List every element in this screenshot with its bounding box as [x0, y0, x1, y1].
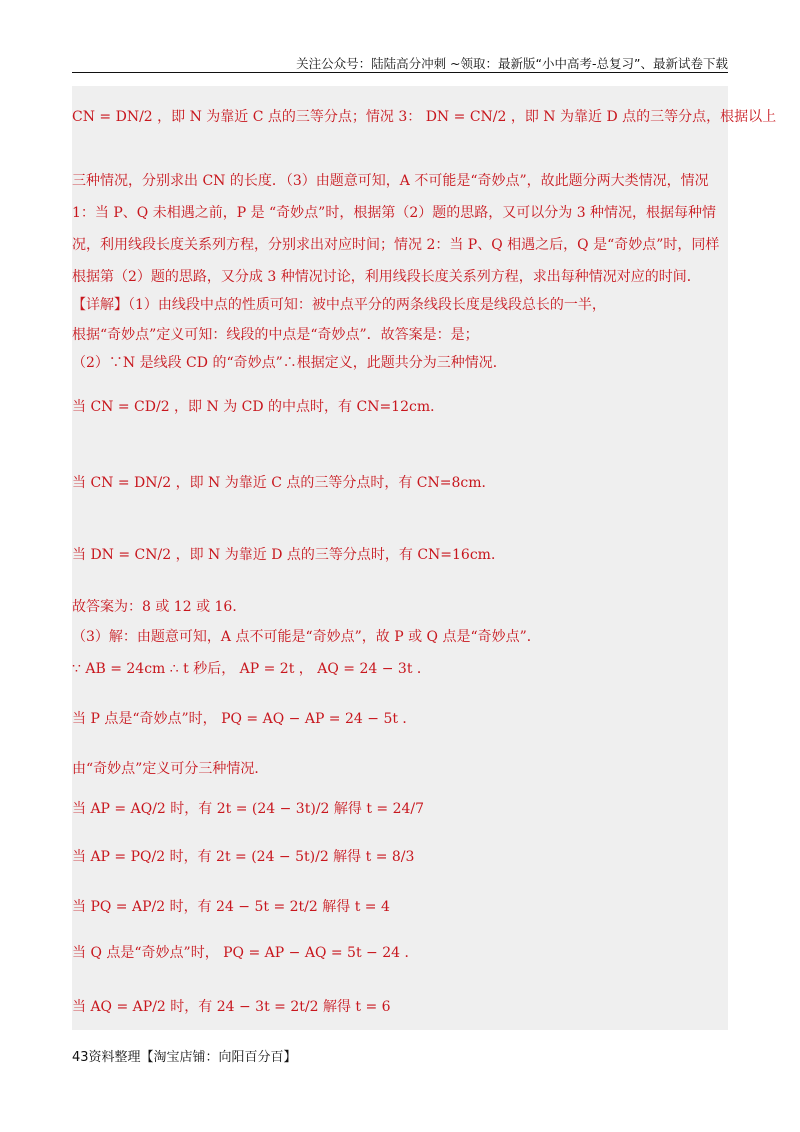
text-line: 1：当 P、Q 未相遇之前，P 是 “奇妙点”时，根据第（2）题的思路，又可以分为 3 种情况，根据每种情: [72, 205, 717, 221]
text-line: 根据第（2）题的思路，又分成 3 种情况讨论，利用线段长度关系列方程，求出每种情况对应的时间．: [72, 269, 701, 285]
text-line: 当 DN = CN/2 ，即 N 为靠近 D 点的三等分点时，有 CN=16cm．: [72, 547, 505, 563]
text-line: （2）∵N 是线段 CD 的“奇妙点”∴根据定义，此题共分为三种情况．: [72, 355, 507, 371]
page-header: 关注公众号：陆陆高分冲刺 ~领取：最新版“小中高考-总复习”、最新试卷下载: [296, 56, 728, 71]
text-line: ∵ AB = 24cm ∴ t 秒后， AP = 2t ， AQ = 24 − 3t ．: [72, 661, 431, 677]
text-line: 当 AP = PQ/2 时，有 2t = (24 − 5t)/2 解得 t = 8/3: [72, 849, 415, 865]
text-line: 当 AQ = AP/2 时，有 24 − 3t = 2t/2 解得 t = 6: [72, 999, 391, 1015]
solution-content: [72, 86, 777, 1030]
text-line: 故答案为：8 或 12 或 16．: [72, 599, 247, 615]
text-line: 【详解】（1）由线段中点的性质可知：被中点平分的两条线段长度是线段总长的一半，: [72, 297, 606, 313]
text-line: （3）解：由题意可知，A 点不可能是“奇妙点”，故 P 或 Q 点是“奇妙点”．: [72, 629, 541, 645]
text-line: 当 P 点是“奇妙点”时， PQ = AQ − AP = 24 − 5t ．: [72, 711, 417, 727]
text-line: 由“奇妙点”定义可分三种情况．: [72, 761, 269, 777]
text-line: 当 Q 点是“奇妙点”时， PQ = AP − AQ = 5t − 24 ．: [72, 945, 419, 961]
text-line: 根据“奇妙点”定义可知：线段的中点是“奇妙点”．故答案是：是；: [72, 327, 479, 343]
text-line: 当 PQ = AP/2 时，有 24 − 5t = 2t/2 解得 t = 4: [72, 899, 390, 915]
text-line: CN = DN/2 ，即 N 为靠近 C 点的三等分点；情况 3： DN = CN/2 ，即 N 为靠近 D 点的三等分点，根据以上: [72, 109, 777, 125]
page-footer: 43资料整理【淘宝店铺：向阳百分百】: [72, 1050, 297, 1065]
text-line: 三种情况，分别求出 CN 的长度．（3）由题意可知，A 不可能是“奇妙点”，故此题分两大类情况，情况: [72, 173, 709, 189]
text-line: 况，利用线段长度关系列方程，分别求出对应时间；情况 2：当 P、Q 相遇之后，Q 是“奇妙点”时，同样: [72, 237, 720, 253]
text-line: 当 CN = CD/2 ，即 N 为 CD 的中点时，有 CN=12cm．: [72, 399, 445, 415]
text-line: 当 CN = DN/2 ，即 N 为靠近 C 点的三等分点时，有 CN=8cm．: [72, 475, 496, 491]
text-line: 当 AP = AQ/2 时，有 2t = (24 − 3t)/2 解得 t = 24/7: [72, 801, 425, 817]
header-rule: [72, 72, 728, 73]
